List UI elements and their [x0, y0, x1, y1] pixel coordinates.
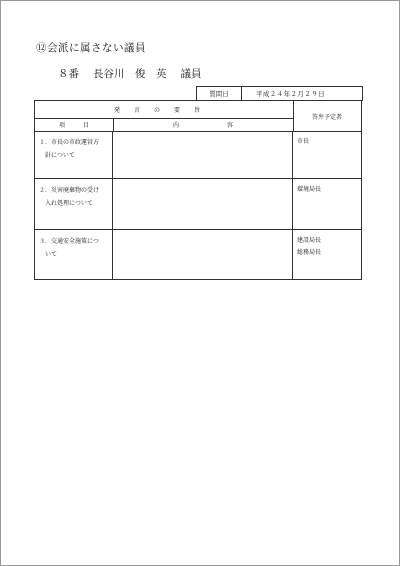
- member-title: 議員: [180, 68, 202, 80]
- header-main: 発言の要旨: [35, 101, 294, 119]
- member-line: [58, 66, 216, 81]
- table-row-item: ３．交通安全施策につ いて: [35, 230, 113, 279]
- header-content: 内容: [113, 118, 294, 132]
- speech-summary-table: [34, 100, 362, 280]
- table-row-content: [113, 131, 293, 178]
- header-item: 項目: [35, 118, 114, 132]
- table-row-answer: 環境局長: [297, 186, 322, 193]
- question-date-label: 質問日: [197, 87, 242, 100]
- question-date-value: 平成２４年２月２９日: [256, 90, 325, 98]
- header-answer: 答弁予定者: [293, 101, 361, 132]
- section-title: ⑫会派に属さない議員: [36, 42, 146, 54]
- table-row-answer: 市長: [297, 138, 310, 145]
- table-row-content: [113, 179, 293, 229]
- table-row-item: ２．災害廃棄物の受け 入れ処理について: [35, 179, 113, 229]
- table-row-answer: 建設局長 総務局長: [297, 237, 322, 256]
- table-row-content: [113, 230, 293, 279]
- member-number: ８番: [58, 68, 79, 80]
- table-row-item: １．市長の市政運営方 針について: [35, 131, 113, 178]
- question-date-box: [196, 86, 363, 101]
- member-name: 長谷川 俊 英: [93, 68, 167, 80]
